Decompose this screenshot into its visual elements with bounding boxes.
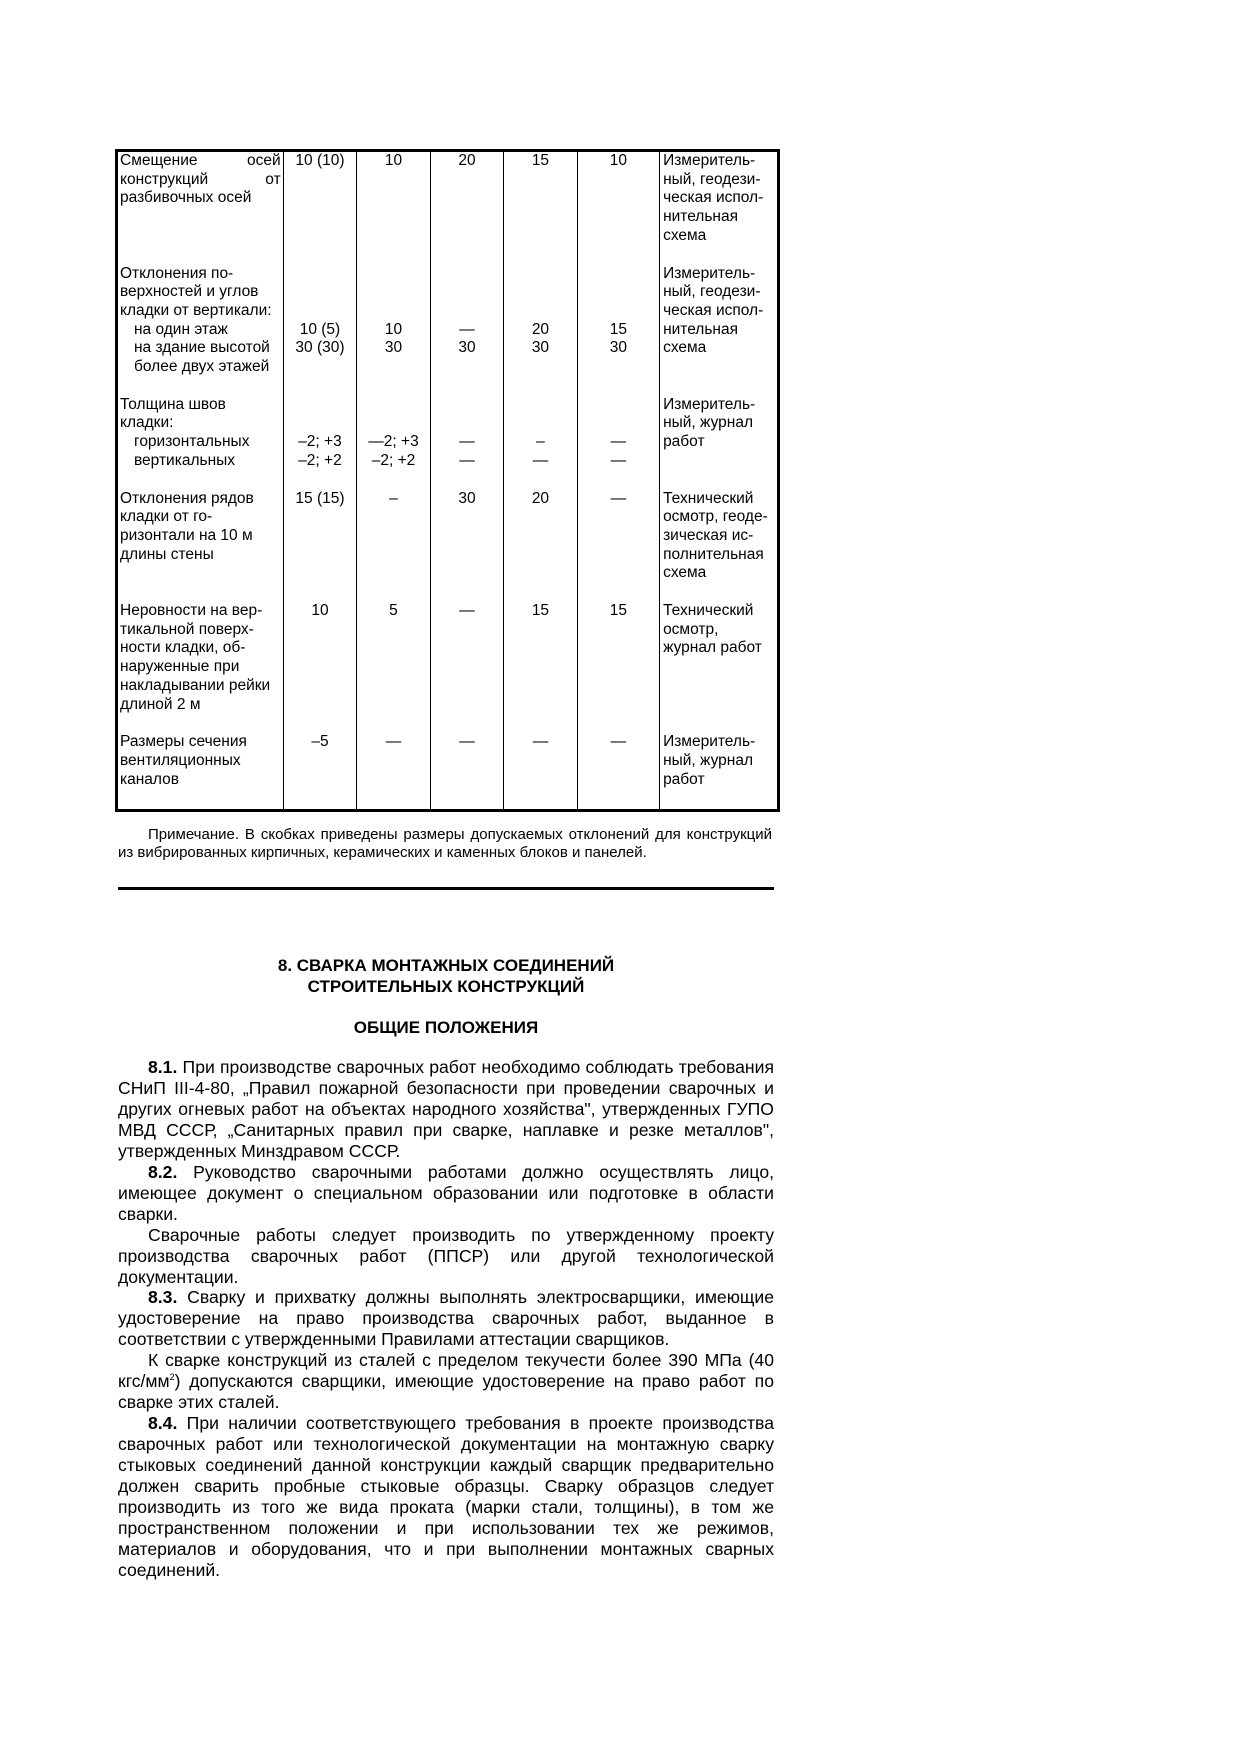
value-cell: 15 (15) [283, 490, 357, 584]
table-row [117, 490, 779, 584]
value-cell [504, 265, 577, 377]
sub-line: на здание высотой [134, 339, 270, 357]
name-line: вентиляционных [120, 751, 241, 769]
clause-number: 8.2. [148, 1161, 178, 1182]
clause-number: 8.3. [148, 1287, 178, 1308]
control-line: Измеритель- [663, 395, 756, 413]
value-cell: 15 [577, 602, 659, 714]
control-line: осмотр, геоде- [663, 508, 768, 526]
value-cell [577, 265, 659, 377]
name-line: кладки от вертикали: [120, 301, 272, 319]
value-cell [357, 396, 430, 471]
sub-line: горизонтальных [134, 433, 250, 451]
name-line: накладывании рейки [120, 676, 271, 694]
control-line: ческая испол- [663, 189, 764, 207]
control-line: зическая ис- [663, 526, 754, 544]
paragraph-text: При наличии соответствующего требования в проекте производства сварочных работ или технологической документации на монтажную сварку стыковых соединений данной конструкции каждый сварщик предварительно должен сварить пробные стыковые образцы. Сварку образцов следует производить из того же вида проката (марки стали, толщины), в том же пространственном положении и при использовании тех же режимов, материалов и оборудования, что и при выполнении монтажных сварных соединений. [118, 1413, 774, 1580]
superscript: 2 [169, 1372, 175, 1383]
control-line: Измеритель- [663, 733, 756, 751]
value: — [459, 451, 475, 469]
control-method [660, 602, 779, 714]
value: 15 [609, 320, 627, 338]
row-name [117, 602, 284, 714]
name-line: Отклонения рядов [120, 489, 254, 507]
control-line: схема [663, 339, 707, 357]
row-name [117, 733, 284, 811]
paragraph [118, 1162, 774, 1225]
control-line: работ [663, 770, 705, 788]
name-line: длины стены [120, 545, 214, 563]
sub-line: вертикальных [134, 451, 236, 469]
control-line: нительная [663, 320, 739, 338]
value: – [536, 433, 545, 451]
name-line: кладки от го- [120, 508, 213, 526]
table-note: Примечание. В скобках приведены размеры допускаемых отклонений для конструкций из вибрированных кирпичных, керамических и каменных блоков и панелей. [118, 826, 772, 861]
table-row [117, 602, 779, 714]
value-cell: 15 [504, 602, 577, 714]
control-method [660, 490, 779, 584]
paragraph [118, 1057, 774, 1162]
control-line: Технический [663, 489, 754, 507]
clause-number: 8.1. [148, 1057, 178, 1077]
paragraph-text: К сварке конструкций из сталей с пределом текучести более 390 МПа (40 кгс/мм [118, 1350, 774, 1392]
control-line: журнал работ [663, 639, 762, 657]
control-method [660, 151, 779, 246]
value: — [610, 433, 627, 451]
value: — [459, 433, 475, 451]
control-method [660, 396, 779, 471]
section-title-line: 8. СВАРКА МОНТАЖНЫХ СОЕДИНЕНИЙ [277, 956, 615, 975]
name-line: кладки: [120, 414, 174, 432]
clause-number: 8.4. [148, 1413, 178, 1434]
value-cell: — [430, 602, 503, 714]
value-cell [430, 265, 503, 377]
control-method [660, 733, 779, 811]
control-line: осмотр, [663, 620, 719, 638]
value-cell: 5 [357, 602, 430, 714]
control-line: схема [663, 564, 707, 582]
value: –2; +3 [298, 433, 342, 451]
value-cell [357, 265, 430, 377]
row-name: Смещение осей конструкций от разбивочных осей [117, 151, 284, 246]
paragraph-text: Руководство сварочными работами должно осуществлять лицо, имеющее документ о специальном образовании или подготовке в области сварки. [118, 1161, 774, 1224]
name-line: каналов [120, 770, 179, 788]
value: —2; +3 [368, 433, 419, 451]
value: 10 [384, 320, 403, 338]
control-line: ный, журнал [663, 414, 753, 432]
control-line: работ [663, 433, 705, 451]
control-line: ный, геодези- [663, 170, 761, 188]
value-cell: — [577, 490, 659, 584]
value-cell: 30 [430, 490, 503, 584]
name-line: Размеры сечения [120, 733, 247, 751]
table-row [117, 151, 779, 246]
value-cell [283, 265, 357, 377]
value: –2; +2 [298, 451, 342, 469]
name-line: длиной 2 м [120, 695, 201, 713]
paragraph [118, 1287, 774, 1350]
section-title-line: СТРОИТЕЛЬНЫХ КОНСТРУКЦИЙ [307, 977, 585, 996]
paragraph [118, 1350, 774, 1413]
name-line: ризонтали на 10 м [120, 526, 253, 544]
table-row [117, 396, 779, 471]
sub-line: на один этаж [134, 320, 228, 338]
tolerance-table [115, 149, 780, 812]
value-cell: 10 [283, 602, 357, 714]
value-cell: 10 (10) [283, 151, 357, 246]
name-line: наруженные при [120, 658, 240, 676]
section-title [118, 955, 774, 997]
value-cell [504, 396, 577, 471]
paragraph [118, 1413, 774, 1581]
value-cell [283, 396, 357, 471]
name-line: Толщина швов [120, 395, 226, 413]
row-name [117, 396, 284, 471]
value: — [459, 320, 475, 338]
row-name [117, 490, 284, 584]
control-method [660, 265, 779, 377]
section-subtitle: ОБЩИЕ ПОЛОЖЕНИЯ [353, 1018, 539, 1037]
paragraph [118, 1225, 774, 1288]
value: — [610, 451, 627, 469]
table-row [117, 733, 779, 811]
value: 30 [384, 339, 403, 357]
control-line: нительная [663, 208, 739, 226]
value-cell: 10 [357, 151, 430, 246]
value: 20 [531, 320, 550, 338]
name-line: тикальной поверх- [120, 620, 254, 638]
name-line: ности кладки, об- [120, 639, 246, 657]
value-cell: — [430, 733, 503, 811]
value-cell: 20 [430, 151, 503, 246]
body-text [118, 1057, 774, 1581]
control-line: полнительная [663, 545, 764, 563]
name-line: Отклонения по- [120, 264, 234, 282]
control-line: ный, журнал [663, 751, 753, 769]
value: 30 (30) [295, 339, 345, 357]
paragraph-text: ) допускаются сварщики, имеющие удостоверение на право работ по сварке этих сталей. [118, 1371, 774, 1413]
control-line: Измеритель- [663, 152, 756, 169]
value-cell: 20 [504, 490, 577, 584]
value: 30 [458, 339, 476, 357]
control-line: ческая испол- [663, 301, 764, 319]
value: 30 [609, 339, 627, 357]
value: 30 [531, 339, 550, 357]
control-line: Технический [663, 602, 754, 620]
value-cell: 15 [504, 151, 577, 246]
divider [118, 887, 774, 890]
paragraph-text: При производстве сварочных работ необходимо соблюдать требования СНиП III-4-80, „Правил пожарной безопасности при проведении сварочных и других огневых работ на объектах народного хозяйства", утвержденных ГУПО МВД СССР, „Санитарных правил при сварке, наплавке и резке металлов", утвержденных Минздравом СССР. [118, 1057, 774, 1161]
sub-line: более двух этажей [134, 358, 270, 376]
name-line: верхностей и углов [120, 283, 259, 301]
value: 10 (5) [299, 320, 341, 338]
paragraph-text: Сварочные работы следует производить по утвержденному проекту производства сварочных работ (ППСР) или другой технологической документации. [118, 1224, 774, 1287]
value-cell [430, 396, 503, 471]
value-cell: – [357, 490, 430, 584]
control-line: Измеритель- [663, 264, 756, 282]
name-line: Неровности на вер- [120, 602, 263, 620]
value-cell: — [504, 733, 577, 811]
value-cell: — [357, 733, 430, 811]
value-cell: –5 [283, 733, 357, 811]
value-cell [577, 396, 659, 471]
row-name [117, 265, 284, 377]
value-cell: 10 [577, 151, 659, 246]
value-cell: — [577, 733, 659, 811]
value: –2; +2 [371, 451, 416, 469]
paragraph-text: Сварку и прихватку должны выполнять электросварщики, имеющие удостоверение на право производства сварочных работ, выданное в соответствии с утвержденными Правилами аттестации сварщиков. [118, 1287, 774, 1350]
control-line: ный, геодези- [663, 283, 761, 301]
value: — [532, 451, 549, 469]
table-row [117, 265, 779, 377]
control-line: схема [663, 226, 707, 244]
